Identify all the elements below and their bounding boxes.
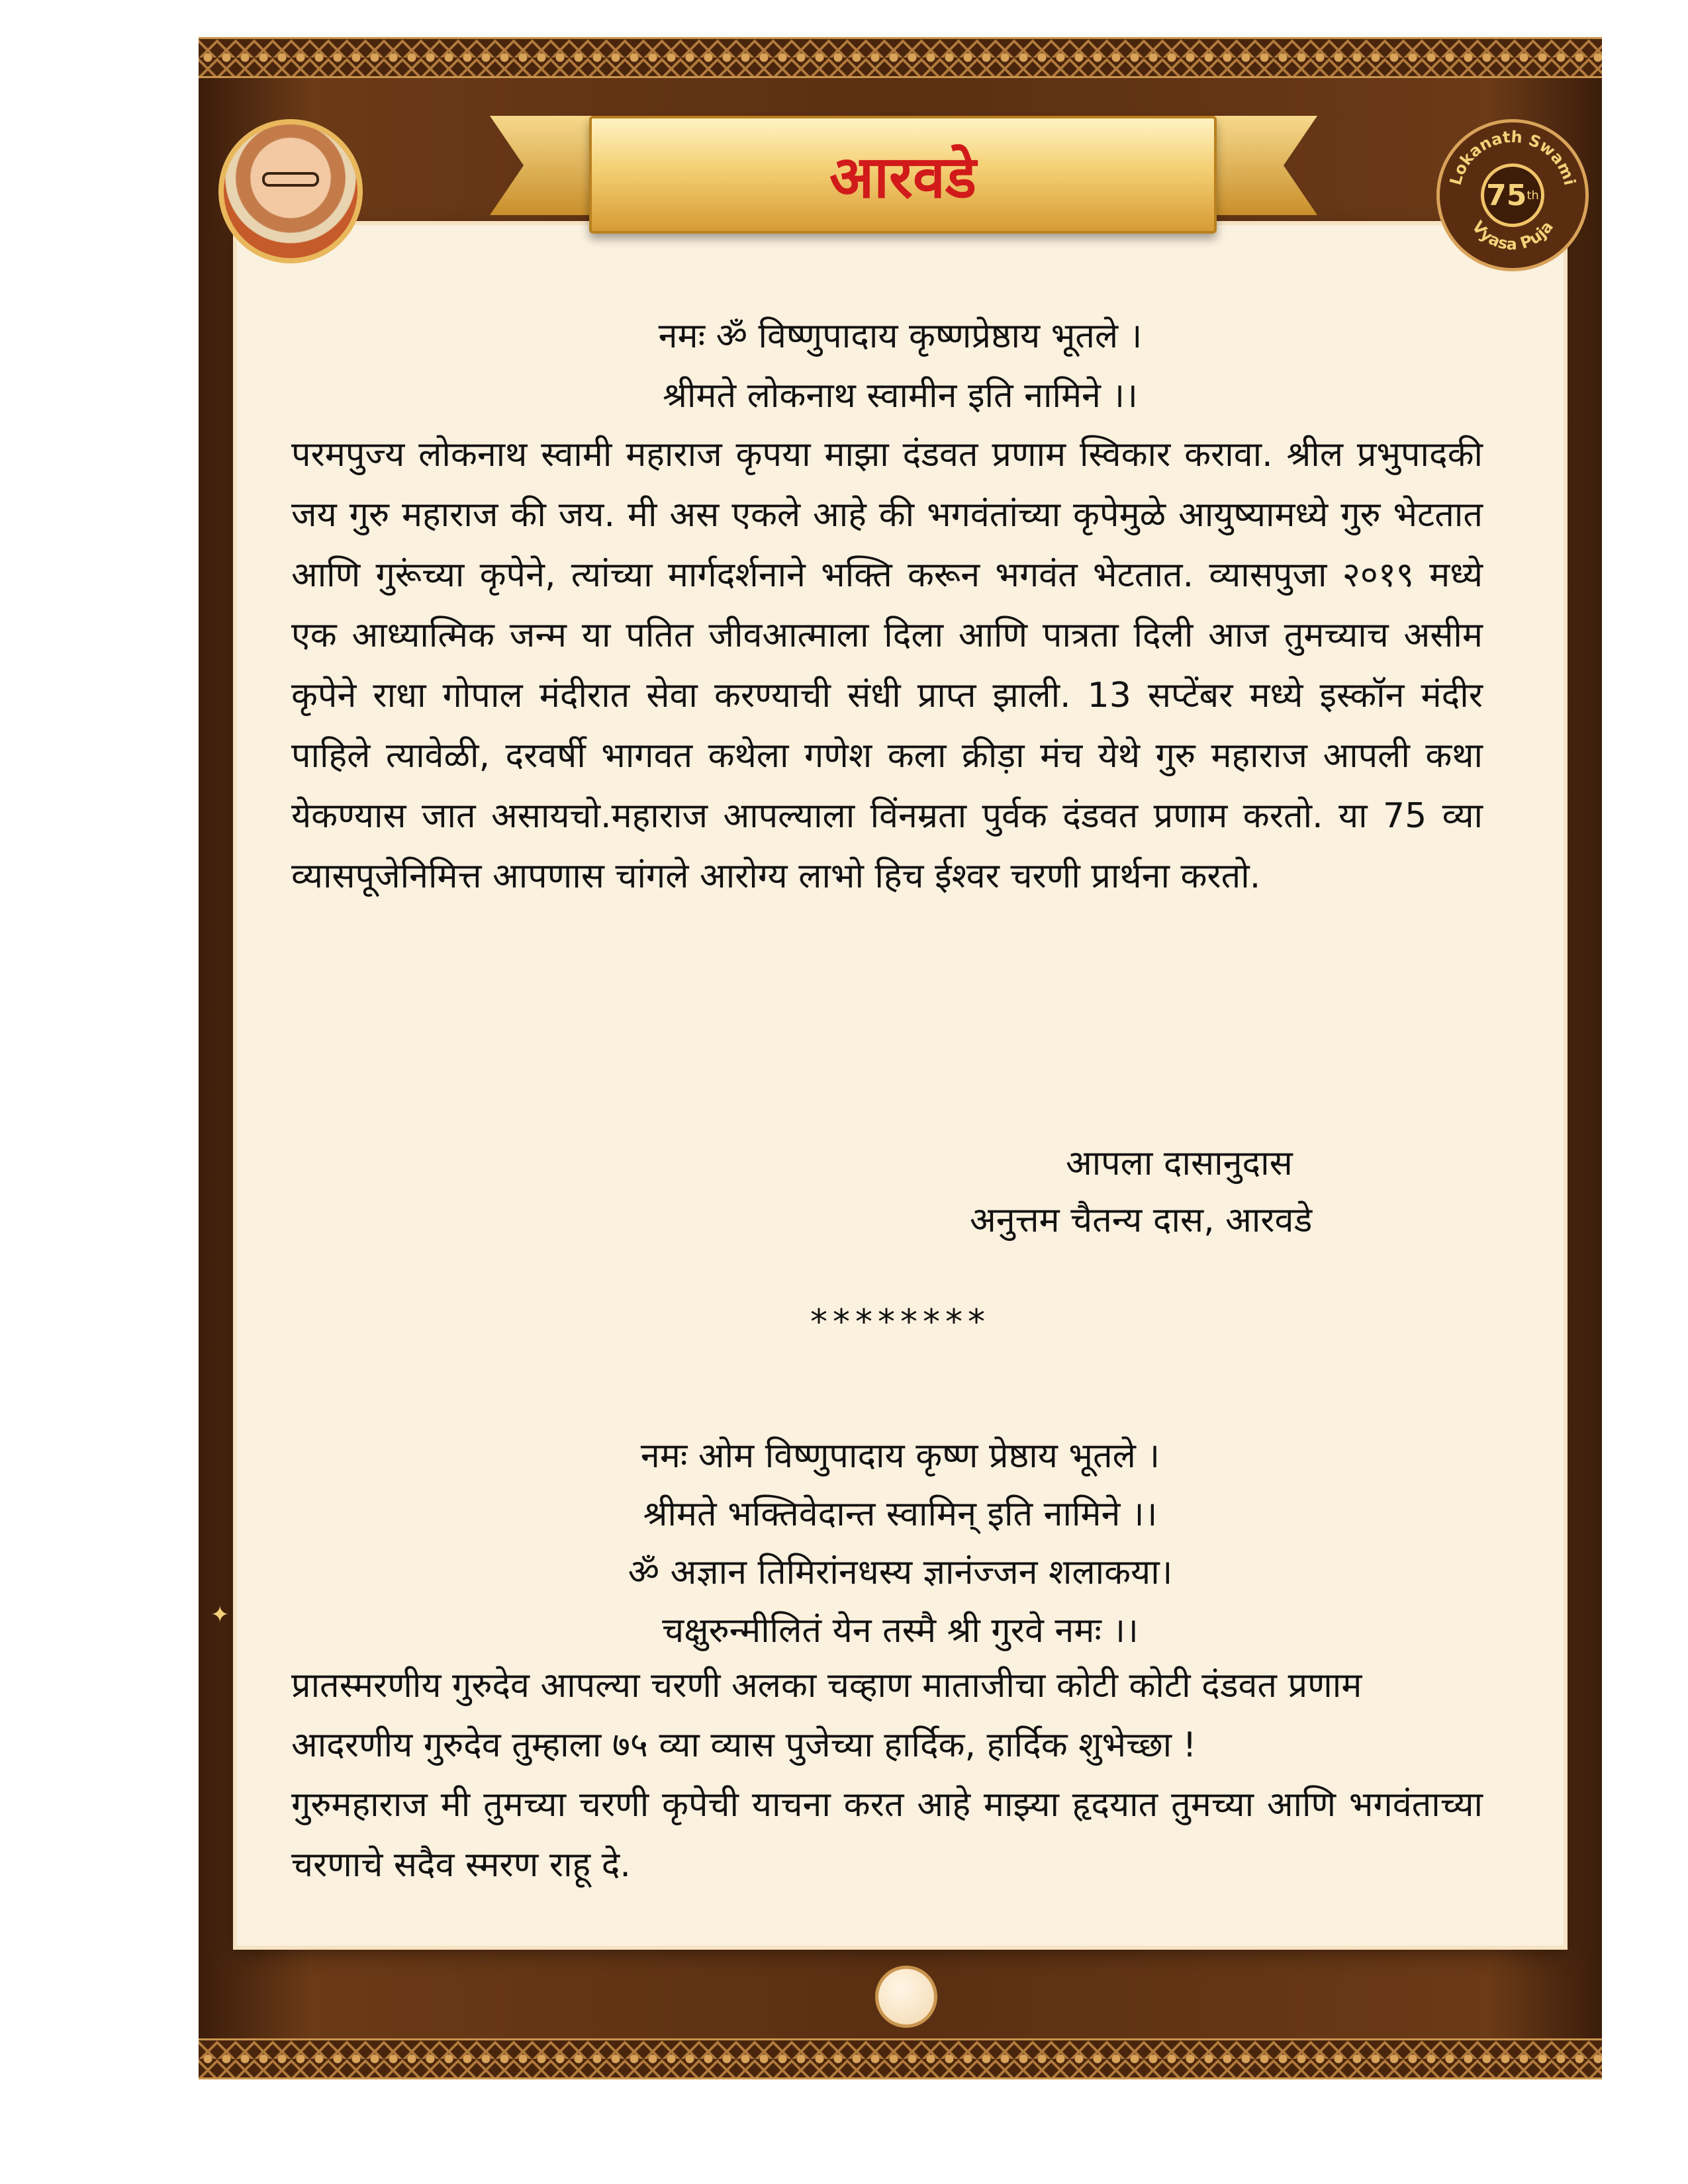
invocation2-line-4: चक्षुरुन्मीलितं येन तस्मै श्री गुरवे नमः ।। [662, 1611, 1139, 1651]
guru-portrait-avatar [218, 119, 363, 263]
invocation2-line-3: ॐ अज्ञान तिमिरांनधस्य ज्ञानंज्जन शलाकया। [628, 1553, 1173, 1592]
section-separator: ******** [810, 1302, 990, 1342]
letter1-body: परमपुज्य लोकनाथ स्वामी महाराज कृपया माझा दंडवत प्रणाम स्विकार करावा. श्रील प्रभुपादकी जय गुरु महाराज की जय. मी अस एकले आहे की भगवंतांच्या कृपेमुळे आयुष्यामध्ये गुरु भेटतात आणि गुरूंच्या कृपेने, त्यांच्या मार्गदर्शनाने भक्ति करून भगवंत भेटतात. व्यासपुजा २०१९ मध्ये एक आध्यात्मिक जन्म या पतित जीवआत्माला दिला आणि पात्रता दिली आज तुमच्याच असीम कृपेने राधा गोपाल मंदीरात सेवा करण्याची संधी प्राप्त झाली. 13 सप्टेंबर मध्ये इस्कॉन मंदीर पाहिले त्यावेळी, दरवर्षी भागवत कथेला गणेश कला क्रीड़ा मंच येथे गुरु महाराज आपली कथा येकण्यास जात असायचो.महाराज आपल्याला विंनम्रता पुर्वक दंडवत प्रणाम करतो. या 75 व्या व्यासपूजेनिमित्त आपणास चांगले आरोग्य लाभो हिच ईश्वर चरणी प्रार्थना करतो. [291, 435, 1483, 896]
sparkle-icon: ✦ [211, 1602, 230, 1628]
title-ribbon [589, 116, 1217, 234]
badge-number-circle [1481, 163, 1544, 227]
letter1-signature: अनुत्तम चैतन्य दास, आरवडे [970, 1201, 1313, 1240]
badge-number: 75 [1486, 178, 1527, 212]
letter1-closing: आपला दासानुदास [1066, 1144, 1293, 1183]
bottom-pattern-border [199, 2038, 1602, 2079]
invocation2-line-2: श्रीमते भक्तिवेदान्त स्वामिन् इति नामिने ।। [643, 1494, 1158, 1534]
invocation-line-1: नमः ॐ विष्णुपादाय कृष्णप्रेष्ठाय भूतले । [658, 316, 1143, 356]
glasses-icon [262, 172, 319, 187]
invocation2-line-1: नमः ओम विष्णुपादाय कृष्ण प्रेष्ठाय भूतले । [640, 1436, 1160, 1476]
letter2-body-line-1: प्रातस्मरणीय गुरुदेव आपल्या चरणी अलका चव्हाण माताजीचा कोटी कोटी दंडवत प्रणाम [291, 1666, 1362, 1706]
badge-suffix: th [1526, 188, 1539, 203]
badge-top-text: Lokanath Swami [1446, 127, 1579, 187]
letter2-body-line-2: आदरणीय गुरुदेव तुम्हाला ७५ व्या व्यास पुजेच्या हार्दिक, हार्दिक शुभेच्छा ! [291, 1725, 1197, 1765]
letter2-body-para: गुरुमहाराज मी तुमच्या चरणी कृपेची याचना करत आहे माझ्या हृदयात तुमच्या आणि भगवंताच्या चरणाचे सदैव स्मरण राहू दे. [291, 1785, 1483, 1885]
anniversary-badge [1436, 119, 1589, 271]
top-pattern-border [199, 37, 1602, 78]
invocation-line-2: श्रीमते लोकनाथ स्वामीन इति नामिने ।। [663, 376, 1138, 416]
badge-bottom-text: Vyasa Puja [1468, 217, 1557, 254]
page-title: आरवडे [829, 143, 976, 211]
bottom-ornament-circle [875, 1966, 937, 2028]
